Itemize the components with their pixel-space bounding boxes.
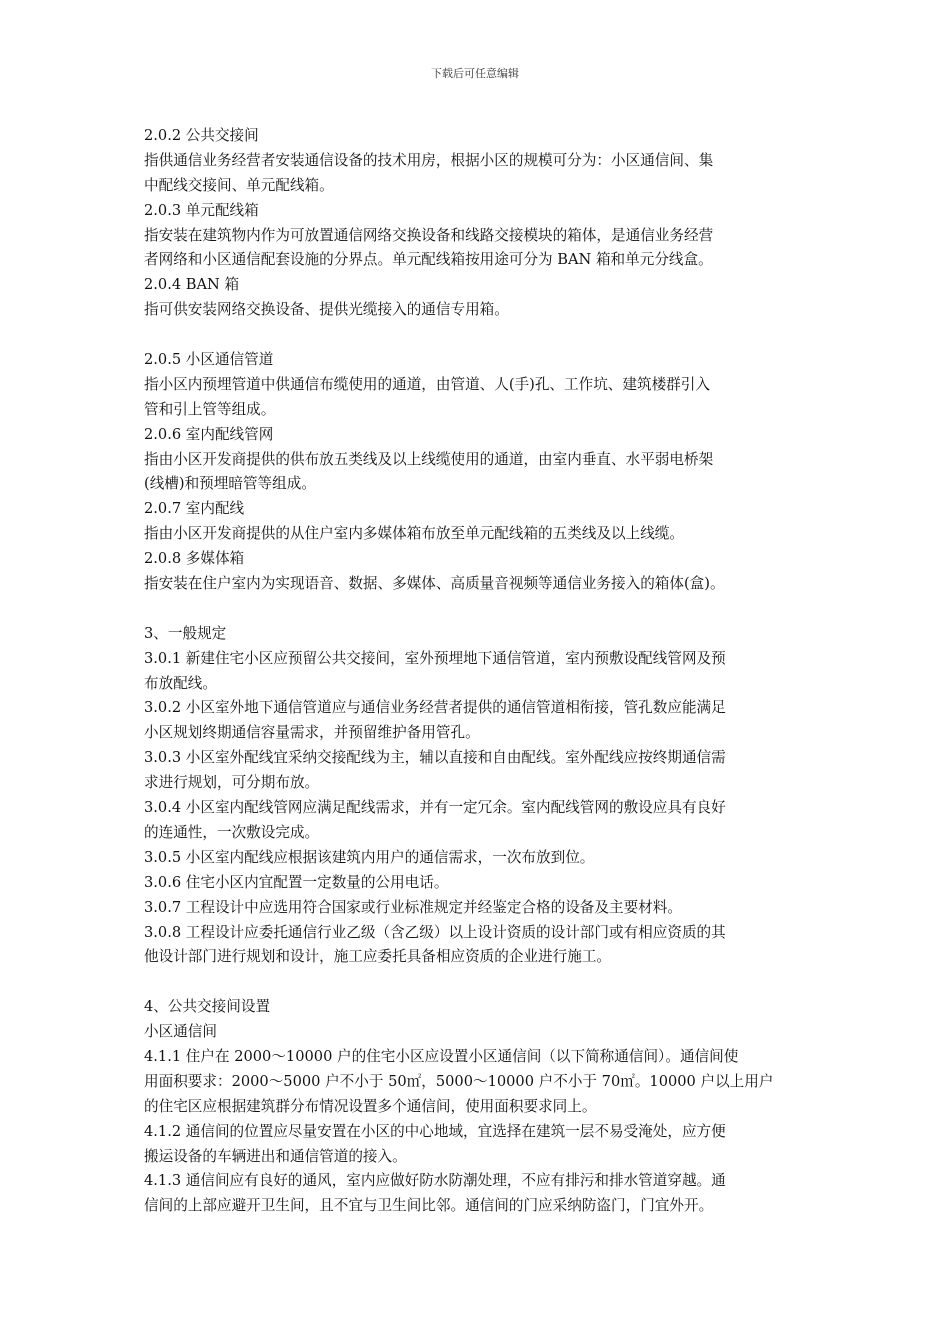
text-line: 指供通信业务经营者安装通信设备的技术用房，根据小区的规模可分为：小区通信间、集 xyxy=(144,151,714,169)
text-line: 指由小区开发商提供的供布放五类线及以上线缆使用的通道，由室内垂直、水平弱电桥架 xyxy=(144,450,714,468)
text-line: 的住宅区应根据建筑群分布情况设置多个通信间，使用面积要求同上。 xyxy=(144,1097,597,1115)
text-line: 4.1.3 通信间应有良好的通风，室内应做好防水防潮处理，不应有排污和排水管道穿越。通 xyxy=(144,1172,726,1190)
text-line: 用面积要求：2000～5000 户不小于 50㎡，5000～10000 户不小于 70㎡。10000 户以上用户 xyxy=(144,1072,774,1090)
text-line: 2.0.3 单元配线箱 xyxy=(144,201,259,219)
text-line: 2.0.2 公共交接间 xyxy=(144,127,259,144)
text-line: 搬运设备的车辆进出和通信管道的接入。 xyxy=(144,1147,407,1165)
text-line: 者网络和小区通信配套设施的分界点。单元配线箱按用途可分为 BAN 箱和单元分线盒。 xyxy=(144,251,713,269)
text-line: 4、公共交接间设置 xyxy=(144,998,271,1016)
text-line: 布放配线。 xyxy=(144,674,217,692)
text-line: 3.0.8 工程设计应委托通信行业乙级（含乙级）以上设计资质的设计部门或有相应资质的其 xyxy=(144,923,726,941)
text-line: (线槽)和预埋暗管等组成。 xyxy=(144,475,316,493)
text-line: 3.0.2 小区室外地下通信管道应与通信业务经营者提供的通信管道相衔接，管孔数应能满足 xyxy=(144,699,726,717)
text-line: 管和引上管等组成。 xyxy=(144,400,276,418)
text-line: 的连通性，一次敷设完成。 xyxy=(144,823,320,841)
text-line: 4.1.2 通信间的位置应尽量安置在小区的中心地域，宜选择在建筑一层不易受淹处，应方便 xyxy=(144,1122,726,1140)
blank-line xyxy=(144,323,808,348)
text-line: 2.0.5 小区通信管道 xyxy=(144,351,274,369)
blank-line xyxy=(144,970,808,995)
blank-line xyxy=(144,597,808,622)
text-line: 中配线交接间、单元配线箱。 xyxy=(144,176,334,194)
text-line: 3.0.1 新建住宅小区应预留公共交接间，室外预埋地下通信管道，室内预敷设配线管网及预 xyxy=(144,649,726,667)
text-line: 3、一般规定 xyxy=(144,624,227,642)
text-line: 信间的上部应避开卫生间，且不宜与卫生间比邻。通信间的门应采纳防盗门，门宜外开。 xyxy=(144,1197,714,1215)
page-header: 下载后可任意编辑 xyxy=(431,67,519,80)
text-line: 3.0.3 小区室外配线宜采纳交接配线为主，辅以直接和自由配线。室外配线应按终期通信需 xyxy=(144,749,726,767)
text-line: 求进行规划，可分期布放。 xyxy=(144,774,320,792)
text-line: 指可供安装网络交换设备、提供光缆接入的通信专用箱。 xyxy=(144,301,509,319)
text-line: 2.0.6 室内配线管网 xyxy=(144,425,274,443)
text-line: 小区通信间 xyxy=(144,1023,217,1041)
text-line: 3.0.4 小区室内配线管网应满足配线需求，并有一定冗余。室内配线管网的敷设应具有良好 xyxy=(144,799,726,817)
text-line: 小区规划终期通信容量需求，并预留维护备用管孔。 xyxy=(144,724,480,742)
text-line: 指安装在住户室内为实现语音、数据、多媒体、高质量音视频等通信业务接入的箱体(盒)。 xyxy=(144,575,725,593)
document-body xyxy=(144,124,808,1219)
text-line: 他设计部门进行规划和设计，施工应委托具备相应资质的企业进行施工。 xyxy=(144,948,612,966)
text-line: 指由小区开发商提供的从住户室内多媒体箱布放至单元配线箱的五类线及以上线缆。 xyxy=(144,525,684,543)
text-line: 指安装在建筑物内作为可放置通信网络交换设备和线路交接模块的箱体，是通信业务经营 xyxy=(144,226,714,244)
text-line: 3.0.7 工程设计中应选用符合国家或行业标准规定并经鉴定合格的设备及主要材料。 xyxy=(144,898,682,916)
text-line: 2.0.4 BAN 箱 xyxy=(144,276,240,294)
text-line: 2.0.7 室内配线 xyxy=(144,500,245,518)
text-line: 2.0.8 多媒体箱 xyxy=(144,550,245,568)
text-line: 指小区内预埋管道中供通信布缆使用的通道，由管道、人(手)孔、工作坑、建筑楼群引入 xyxy=(144,375,710,393)
text-line: 3.0.5 小区室内配线应根据该建筑内用户的通信需求，一次布放到位。 xyxy=(144,848,595,866)
text-line: 3.0.6 住宅小区内宜配置一定数量的公用电话。 xyxy=(144,873,449,891)
text-line: 4.1.1 住户在 2000～10000 户的住宅小区应设置小区通信间（以下简称通信间）。通信间使 xyxy=(144,1047,739,1065)
